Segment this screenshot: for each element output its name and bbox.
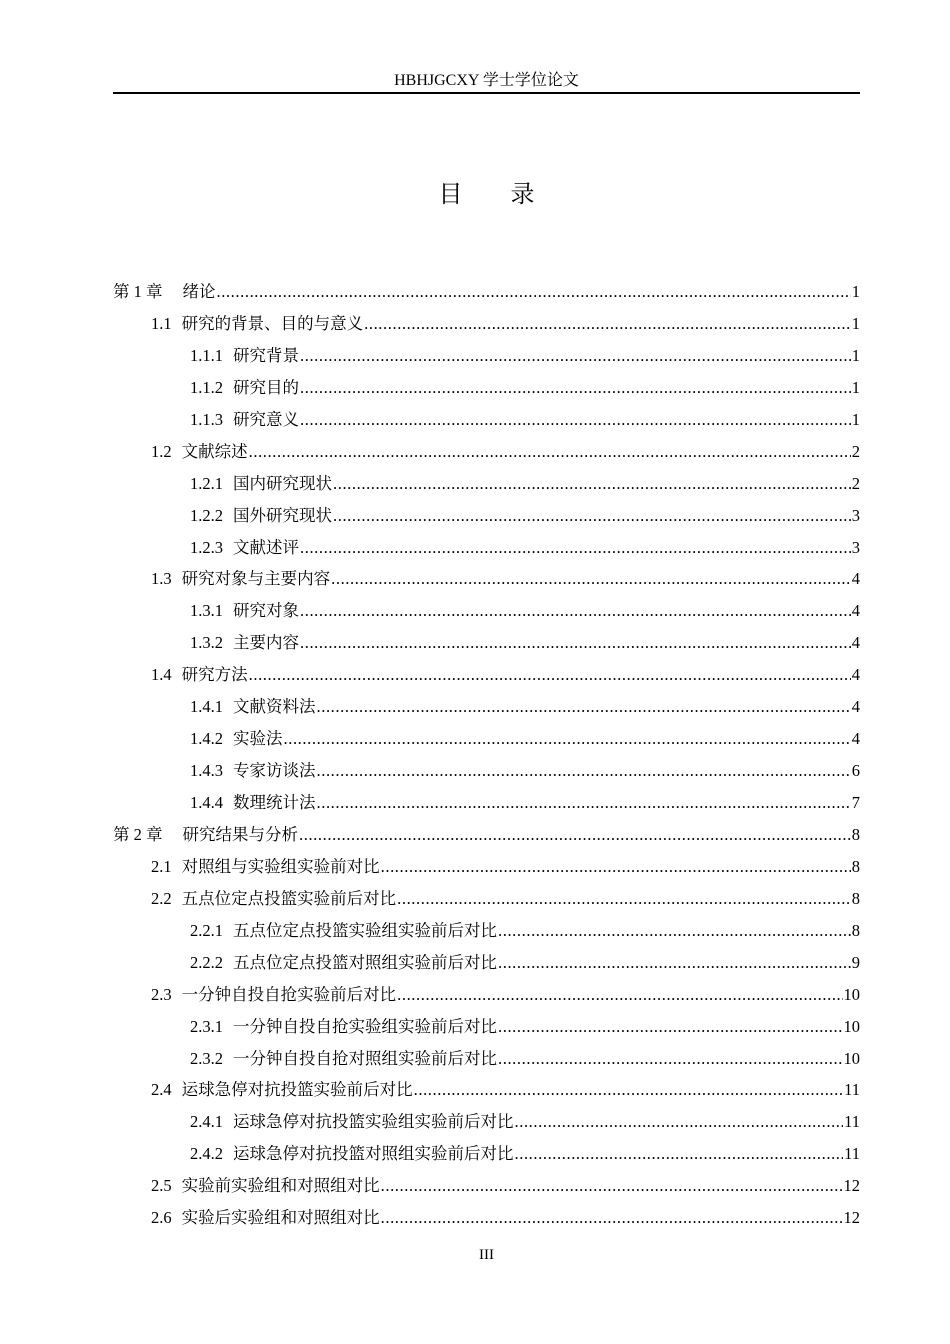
toc-entry-page: 4 (851, 697, 860, 717)
toc-dot-leader (381, 851, 851, 883)
toc-dot-leader (381, 1202, 843, 1234)
toc-entry-number: 1.1.3 (190, 409, 223, 429)
toc-entry-title: 研究对象 (233, 601, 299, 621)
toc-entry-title: 研究背景 (233, 345, 299, 365)
toc-entry-number: 1.2.1 (190, 473, 223, 493)
toc-entry-number: 1.3 (151, 569, 172, 589)
toc-entry-title: 研究对象与主要内容 (181, 569, 331, 589)
toc-dot-leader (498, 1011, 843, 1043)
running-header: HBHJGCXY 学士学位论文 (394, 72, 579, 89)
toc-entry-title: 五点位定点投篮对照组实验前后对比 (233, 952, 497, 972)
toc-dot-leader (317, 787, 851, 819)
toc-entry-page: 4 (851, 729, 860, 749)
toc-entry-number: 2.5 (151, 1176, 172, 1196)
toc-entry-number: 第 1 章 (113, 282, 163, 301)
table-of-contents (113, 276, 860, 1234)
toc-entry-number: 1.1.1 (190, 345, 223, 365)
toc-entry-number: 2.3 (151, 984, 172, 1004)
toc-entry-title: 专家访谈法 (233, 761, 316, 781)
toc-entry-page: 3 (851, 505, 860, 525)
toc-entry-title: 实验后实验组和对照组对比 (181, 1208, 380, 1228)
toc-entry[interactable] (113, 1138, 860, 1170)
toc-entry[interactable] (113, 1170, 860, 1202)
toc-dot-leader (300, 532, 851, 564)
toc-entry-page: 1 (851, 282, 860, 301)
toc-entry-title: 对照组与实验组实验前对比 (181, 856, 380, 876)
toc-entry-page: 1 (851, 377, 860, 397)
toc-entry-page: 10 (843, 984, 860, 1004)
toc-entry[interactable] (113, 1074, 860, 1106)
toc-entry[interactable] (113, 563, 860, 595)
toc-entry[interactable] (113, 723, 860, 755)
toc-entry[interactable] (113, 308, 860, 340)
toc-entry-page: 2 (851, 473, 860, 493)
toc-entry-page: 1 (851, 345, 860, 365)
toc-dot-leader (284, 723, 851, 755)
toc-entry-number: 1.4.3 (190, 761, 223, 781)
toc-entry[interactable] (113, 915, 860, 947)
toc-entry-page: 2 (851, 441, 860, 461)
toc-entry-number: 1.1.2 (190, 377, 223, 397)
toc-entry-title: 一分钟自投自抢实验前后对比 (181, 984, 397, 1004)
toc-entry-number: 2.2.1 (190, 920, 223, 940)
toc-dot-leader (300, 340, 851, 372)
toc-entry-title: 研究意义 (233, 409, 299, 429)
toc-entry-number: 2.6 (151, 1208, 172, 1228)
toc-entry-page: 12 (843, 1176, 860, 1196)
toc-dot-leader (331, 563, 851, 595)
toc-entry-number: 1.2 (151, 441, 172, 461)
toc-entry-page: 8 (851, 824, 860, 844)
toc-entry-title: 研究方法 (181, 665, 248, 685)
toc-entry-title: 文献综述 (181, 441, 248, 461)
toc-entry-page: 11 (844, 1144, 860, 1164)
toc-entry[interactable] (113, 947, 860, 979)
page-number: III (479, 1247, 494, 1263)
toc-entry-title: 主要内容 (233, 633, 299, 653)
toc-entry-page: 9 (851, 952, 860, 972)
toc-entry[interactable] (113, 404, 860, 436)
toc-entry-number: 1.2.3 (190, 537, 223, 557)
toc-dot-leader (364, 308, 851, 340)
toc-entry[interactable] (113, 468, 860, 500)
toc-dot-leader (299, 819, 851, 851)
toc-dot-leader (414, 1074, 843, 1106)
toc-entry-number: 2.3.2 (190, 1048, 223, 1068)
toc-dot-leader (515, 1106, 844, 1138)
toc-entry-number: 1.4.1 (190, 697, 223, 717)
toc-entry-page: 10 (843, 1016, 860, 1036)
toc-entry[interactable] (113, 595, 860, 627)
toc-entry-page: 8 (851, 920, 860, 940)
toc-entry[interactable] (113, 276, 860, 308)
toc-dot-leader (381, 1170, 843, 1202)
toc-entry-title: 实验前实验组和对照组对比 (181, 1176, 380, 1196)
toc-entry-number: 2.4.1 (190, 1112, 223, 1132)
toc-entry-title: 运球急停对抗投篮实验组实验前后对比 (233, 1112, 514, 1132)
toc-entry-title: 五点位定点投篮实验前后对比 (181, 888, 397, 908)
toc-title: 目录 (438, 182, 583, 208)
toc-dot-leader (300, 595, 851, 627)
toc-entry[interactable] (113, 1202, 860, 1234)
toc-entry-title: 文献述评 (233, 537, 299, 557)
toc-entry[interactable] (113, 1011, 860, 1043)
toc-entry-page: 6 (851, 761, 860, 781)
toc-dot-leader (397, 979, 842, 1011)
toc-entry-page: 10 (843, 1048, 860, 1068)
toc-entry-page: 8 (851, 856, 860, 876)
toc-entry-page: 4 (851, 633, 860, 653)
toc-dot-leader (317, 691, 851, 723)
toc-entry-number: 1.3.1 (190, 601, 223, 621)
toc-entry-page: 4 (851, 601, 860, 621)
toc-entry-page: 11 (844, 1112, 860, 1132)
toc-dot-leader (300, 627, 851, 659)
toc-entry[interactable] (113, 691, 860, 723)
toc-entry-title: 数理统计法 (233, 793, 316, 812)
toc-entry-number: 1.4 (151, 665, 172, 685)
toc-dot-leader (317, 755, 851, 787)
toc-entry-page: 7 (851, 793, 860, 812)
toc-entry-title: 运球急停对抗投篮对照组实验前后对比 (233, 1144, 514, 1164)
toc-entry-title: 研究目的 (233, 377, 299, 397)
toc-dot-leader (498, 915, 851, 947)
toc-entry[interactable] (113, 979, 860, 1011)
toc-entry[interactable] (113, 819, 860, 851)
toc-entry-title: 一分钟自投自抢实验组实验前后对比 (233, 1016, 497, 1036)
toc-entry[interactable] (113, 883, 860, 915)
toc-entry-number: 2.3.1 (190, 1016, 223, 1036)
toc-dot-leader (300, 372, 851, 404)
toc-entry-number: 1.4.4 (190, 793, 223, 812)
toc-entry-page: 1 (851, 409, 860, 429)
toc-entry[interactable] (113, 340, 860, 372)
toc-entry-number: 1.3.2 (190, 633, 223, 653)
toc-entry-title: 研究结果与分析 (182, 824, 298, 844)
toc-dot-leader (498, 947, 851, 979)
toc-entry-page: 3 (851, 537, 860, 557)
toc-entry-number: 2.2.2 (190, 952, 223, 972)
toc-entry-title: 国内研究现状 (233, 473, 332, 493)
toc-dot-leader (333, 468, 851, 500)
toc-entry-number: 1.1 (151, 313, 172, 333)
toc-entry-page: 4 (851, 569, 860, 589)
toc-entry-title: 文献资料法 (233, 697, 316, 717)
toc-entry[interactable] (113, 787, 860, 819)
toc-entry-page: 11 (844, 1080, 860, 1100)
toc-entry-number: 1.4.2 (190, 729, 223, 749)
toc-entry[interactable] (113, 1106, 860, 1138)
toc-entry-number: 第 2 章 (113, 824, 163, 844)
toc-entry-page: 1 (851, 313, 860, 333)
header-rule (113, 92, 860, 94)
toc-entry[interactable] (113, 1043, 860, 1075)
toc-entry[interactable] (113, 851, 860, 883)
toc-entry[interactable] (113, 659, 860, 691)
toc-entry-page: 8 (851, 888, 860, 908)
toc-entry-number: 2.4 (151, 1080, 172, 1100)
toc-dot-leader (397, 883, 851, 915)
toc-entry-number: 2.1 (151, 856, 172, 876)
toc-dot-leader (249, 436, 851, 468)
toc-entry-number: 1.2.2 (190, 505, 223, 525)
toc-entry-number: 2.4.2 (190, 1144, 223, 1164)
toc-entry-number: 2.2 (151, 888, 172, 908)
toc-dot-leader (498, 1043, 843, 1075)
toc-entry[interactable] (113, 627, 860, 659)
toc-entry-title: 实验法 (233, 729, 283, 749)
toc-entry-title: 国外研究现状 (233, 505, 332, 525)
toc-entry-title: 绪论 (182, 282, 216, 301)
toc-dot-leader (249, 659, 851, 691)
toc-entry-title: 运球急停对抗投篮实验前后对比 (181, 1080, 413, 1100)
toc-entry-title: 五点位定点投篮实验组实验前后对比 (233, 920, 497, 940)
toc-dot-leader (300, 404, 851, 436)
toc-entry-page: 12 (843, 1208, 860, 1228)
toc-entry[interactable] (113, 532, 860, 564)
toc-entry-title: 研究的背景、目的与意义 (181, 313, 364, 333)
toc-dot-leader (217, 276, 851, 308)
toc-entry-title: 一分钟自投自抢对照组实验前后对比 (233, 1048, 497, 1068)
toc-entry[interactable] (113, 500, 860, 532)
toc-dot-leader (515, 1138, 844, 1170)
toc-dot-leader (333, 500, 851, 532)
toc-entry[interactable] (113, 436, 860, 468)
toc-entry[interactable] (113, 372, 860, 404)
toc-entry-page: 4 (851, 665, 860, 685)
toc-entry[interactable] (113, 755, 860, 787)
